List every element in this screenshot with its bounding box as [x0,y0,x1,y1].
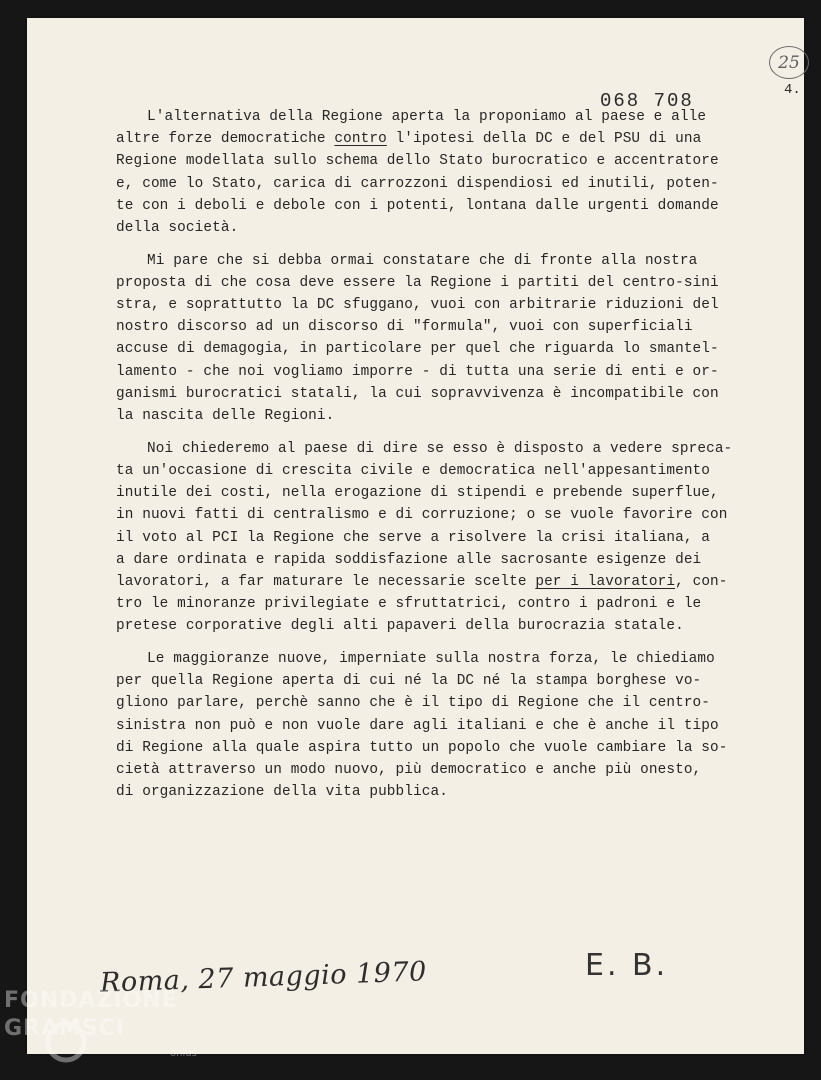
watermark-line1: FONDAZIONE [4,988,178,1013]
text-line [116,217,796,239]
text-line [116,150,796,172]
text-segment: la nascita delle Regioni. [116,408,335,425]
text-segment: pretese corporative degli alti papaveri della burocrazia statale. [116,618,684,635]
text-segment: e, come lo Stato, carica di carrozzoni dispendiosi ed inutili, poten- [116,175,719,192]
text-segment: tro le minoranze privilegiate e sfruttatrici, contro i padroni e le [116,596,702,613]
text-line [116,405,796,427]
text-segment: Le maggioranze nuove, imperniate sulla nostra forza, le chiediamo [147,651,715,668]
text-line [116,781,796,803]
text-segment: nostro discorso ad un discorso di "formula", vuoi con superficiali [116,319,693,336]
text-line [116,715,796,737]
text-segment: gliono parlare, perchè sanno che è il tipo di Regione che il centro- [116,695,711,712]
archive-number-stamp [769,46,809,79]
paragraph [116,106,796,239]
text-line [116,648,796,670]
text-segment: ganismi burocratici statali, la cui sopravvivenza è incompatibile con [116,385,719,402]
text-line [116,128,796,150]
text-line [116,250,796,272]
text-line [116,272,796,294]
text-segment: inutile dei costi, nella erogazione di stipendi e prebende superflue, [116,485,719,502]
text-segment: te con i deboli e debole con i potenti, lontana dalle urgenti domande [116,197,719,214]
text-line [116,549,796,571]
text-line [116,361,796,383]
text-segment: ta un'occasione di crescita civile e democratica nell'appesantimento [116,463,711,479]
text-segment: L'alternativa della Regione aperta la proponiamo al paese e alle [147,109,707,125]
text-segment: di Regione alla quale aspira tutto un popolo che vuole cambiare la so- [116,739,728,756]
text-segment: Regione modellata sullo schema dello Stato burocratico e accentratore [116,153,719,170]
text-segment: della società. [116,219,239,236]
archive-number: 25 [778,52,800,73]
text-line [116,383,796,405]
text-line [116,338,796,360]
text-segment: sinistra non può e non vuole dare agli italiani e che è anche il tipo [116,717,719,734]
text-segment: cietà attraverso un modo nuovo, più democratico e anche più onesto, [116,762,702,779]
text-line [116,316,796,338]
text-line [116,759,796,781]
text-line [116,173,796,195]
text-line [116,737,796,759]
underlined-text: contro [334,131,387,148]
text-segment: altre forze democratiche [116,131,335,148]
text-segment: , con- [675,573,728,590]
fondazione-gramsci-watermark [4,988,224,1078]
page-number: 4. [784,82,801,98]
text-segment: a dare ordinata e rapida soddisfazione alle sacrosante esigenze dei [116,551,702,568]
text-line [116,527,796,549]
document-number: 068 708 [600,90,694,112]
letter-body [116,106,796,803]
text-segment: lamento - che noi vogliamo imporre - di tutta una serie di enti e or- [116,363,719,380]
text-segment: proposta di che cosa deve essere la Regione i partiti del centro-sini [116,274,719,291]
watermark-line2: GRAMSCI [4,1016,126,1041]
text-segment: in nuovi fatti di centralismo e di corruzione; o se vuole favorire con [116,507,728,524]
text-line [116,670,796,692]
text-segment: di organizzazione della vita pubblica. [116,784,448,801]
paragraph [116,250,796,428]
handwritten-initials: E. B. [585,948,669,983]
text-segment: lavoratori, a far maturare le necessarie scelte [116,573,536,590]
text-line [116,195,796,217]
text-segment: accuse di demagogia, in particolare per quel che riguarda lo smantel- [116,341,719,358]
text-line [116,571,796,593]
text-line [116,615,796,637]
paragraph [116,648,796,803]
text-segment: stra, e soprattutto la DC sfuggano, vuoi con arbitrarie riduzioni del [116,297,719,314]
text-line [116,692,796,714]
text-segment: il voto al PCI la Regione che serve a risolvere la crisi italiana, a [116,529,711,546]
handwritten-place-date: Roma, 27 maggio 1970 [99,956,428,999]
text-line [116,106,796,128]
text-line [116,482,796,504]
text-line [116,593,796,615]
text-segment: Mi pare che si debba ormai constatare che di fronte alla nostra [147,252,698,269]
underlined-text: per i lavoratori [535,573,676,590]
text-line [116,438,796,460]
text-line [116,460,796,482]
text-segment: per quella Regione aperta di cui né la DC né la stampa borghese vo- [116,673,702,690]
watermark-logo-icon [44,1020,88,1064]
paragraph [116,438,796,638]
text-segment: l'ipotesi della DC e del PSU di una [386,131,702,148]
text-line [116,294,796,316]
text-segment: Noi chiederemo al paese di dire se esso è disposto a vedere spreca- [147,440,733,457]
text-line [116,504,796,526]
watermark-line3: onlus [170,1048,197,1059]
